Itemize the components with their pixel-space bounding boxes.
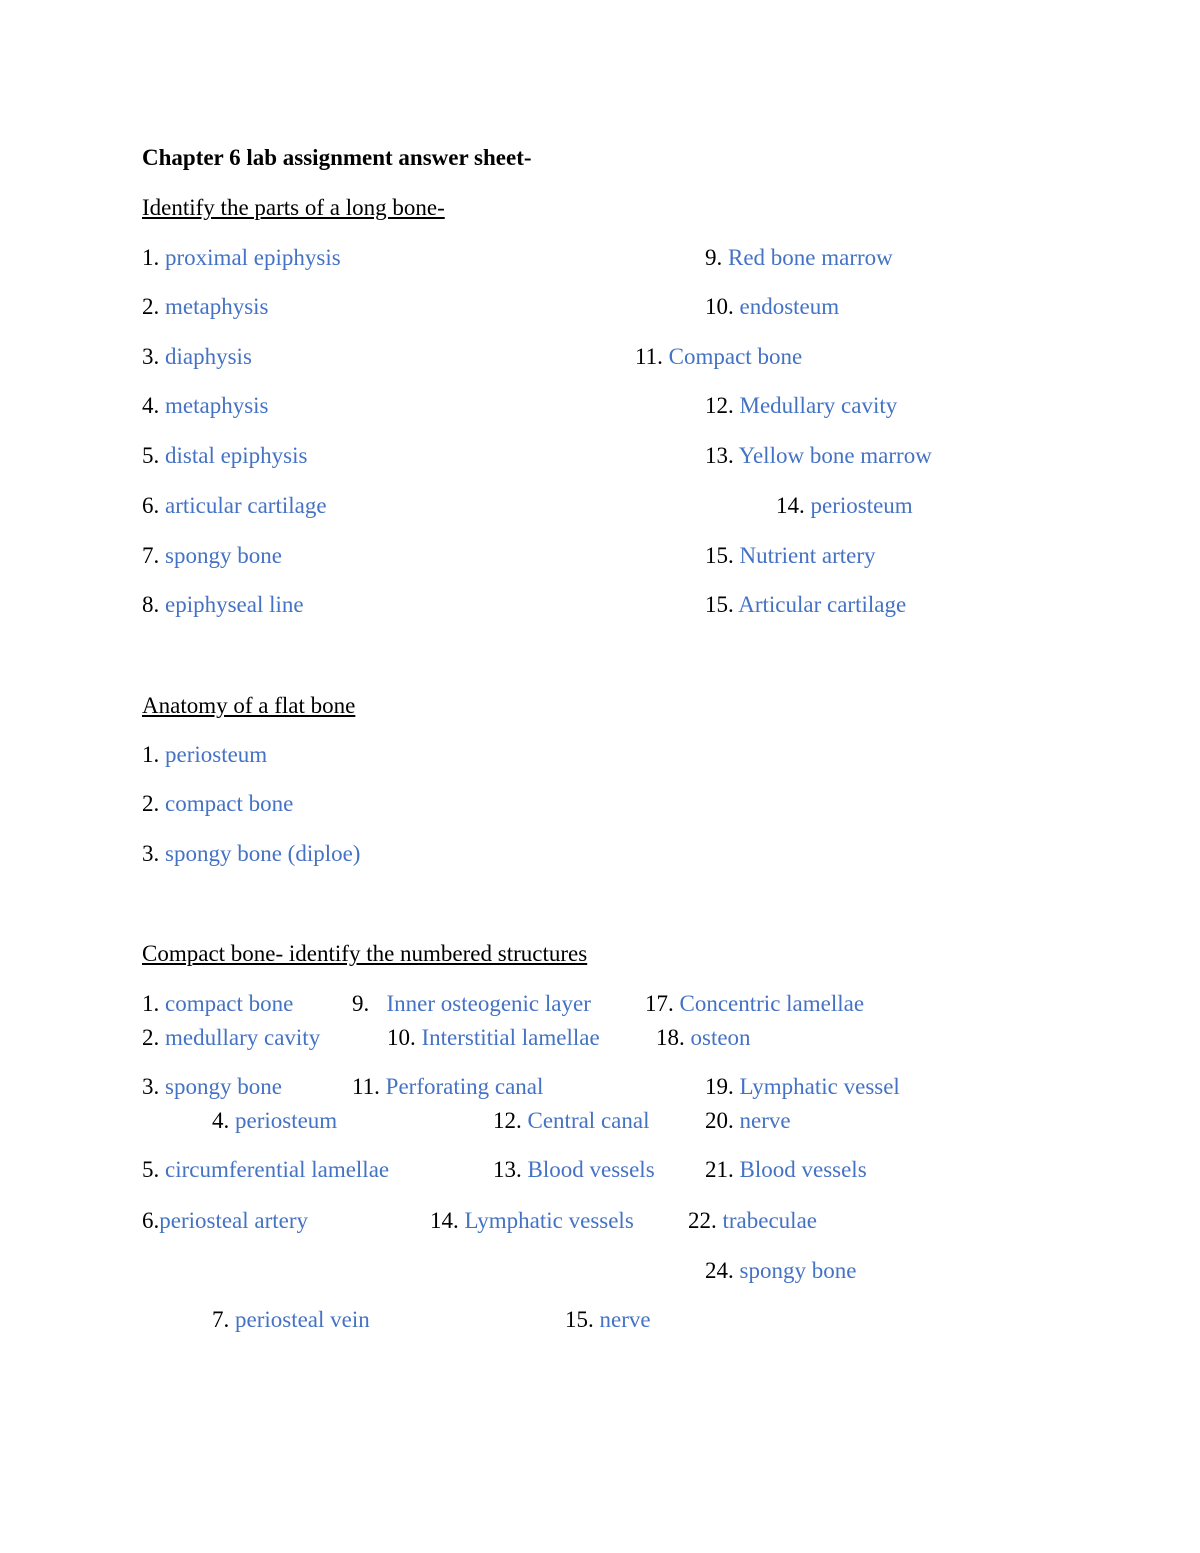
item-answer: articular cartilage bbox=[165, 493, 327, 518]
item-number: 21. bbox=[705, 1157, 734, 1182]
item-answer: compact bone bbox=[165, 791, 294, 816]
long-bone-item bbox=[635, 343, 802, 371]
compact-bone-item bbox=[212, 1306, 370, 1334]
item-number: 22. bbox=[688, 1208, 717, 1233]
long-bone-item bbox=[705, 542, 876, 570]
item-answer: Central canal bbox=[527, 1108, 650, 1133]
item-answer: metaphysis bbox=[165, 294, 269, 319]
item-answer: periosteal vein bbox=[235, 1307, 370, 1332]
item-answer: Red bone marrow bbox=[728, 245, 893, 270]
compact-bone-item bbox=[705, 1156, 867, 1184]
item-number: 12. bbox=[705, 393, 734, 418]
item-answer: Perforating canal bbox=[385, 1074, 544, 1099]
long-bone-item bbox=[142, 293, 269, 321]
item-answer: diaphysis bbox=[165, 344, 252, 369]
item-answer: nerve bbox=[739, 1108, 791, 1133]
item-answer: Medullary cavity bbox=[739, 393, 898, 418]
item-number: 12. bbox=[493, 1108, 522, 1133]
item-number: 6. bbox=[142, 1208, 160, 1233]
compact-bone-item bbox=[352, 1073, 543, 1101]
compact-bone-item bbox=[656, 1024, 751, 1052]
item-number: 3. bbox=[142, 1074, 160, 1099]
long-bone-item bbox=[705, 293, 839, 321]
item-answer: metaphysis bbox=[165, 393, 269, 418]
long-bone-item bbox=[705, 392, 897, 420]
item-number: 24. bbox=[705, 1258, 734, 1283]
item-number: 3. bbox=[142, 344, 160, 369]
item-answer: spongy bone bbox=[739, 1258, 857, 1283]
item-answer: Blood vessels bbox=[527, 1157, 655, 1182]
item-number: 9. bbox=[352, 991, 370, 1016]
compact-bone-item bbox=[430, 1207, 634, 1235]
item-answer: circumferential lamellae bbox=[165, 1157, 390, 1182]
item-number: 8. bbox=[142, 592, 160, 617]
item-number: 11. bbox=[352, 1074, 380, 1099]
item-answer: spongy bone (diploe) bbox=[165, 841, 361, 866]
long-bone-item bbox=[705, 244, 893, 272]
item-answer: spongy bone bbox=[165, 543, 282, 568]
item-answer: Lymphatic vessels bbox=[464, 1208, 634, 1233]
item-answer: distal epiphysis bbox=[165, 443, 308, 468]
item-number: 4. bbox=[142, 393, 160, 418]
long-bone-heading: Identify the parts of a long bone- bbox=[142, 195, 445, 220]
item-answer: Blood vessels bbox=[739, 1157, 867, 1182]
item-answer: Concentric lamellae bbox=[679, 991, 865, 1016]
long-bone-item bbox=[776, 492, 913, 520]
compact-bone-item bbox=[688, 1207, 817, 1235]
item-number: 15. bbox=[565, 1307, 594, 1332]
item-answer: spongy bone bbox=[165, 1074, 282, 1099]
flat-bone-item bbox=[142, 790, 293, 818]
item-number: 1. bbox=[142, 991, 160, 1016]
flat-bone-item bbox=[142, 840, 360, 868]
item-answer: periosteum bbox=[810, 493, 913, 518]
compact-bone-item bbox=[212, 1107, 337, 1135]
item-answer: Inner osteogenic layer bbox=[386, 991, 591, 1016]
item-number: 14. bbox=[776, 493, 805, 518]
flat-bone-heading: Anatomy of a flat bone bbox=[142, 693, 356, 718]
compact-bone-item bbox=[493, 1156, 655, 1184]
long-bone-item bbox=[705, 591, 906, 619]
item-answer: Lymphatic vessel bbox=[739, 1074, 900, 1099]
item-answer: Nutrient artery bbox=[739, 543, 876, 568]
item-number: 4. bbox=[212, 1108, 230, 1133]
long-bone-item bbox=[142, 591, 304, 619]
item-answer: epiphyseal line bbox=[165, 592, 304, 617]
compact-bone-item bbox=[705, 1257, 856, 1285]
page-title: Chapter 6 lab assignment answer sheet- bbox=[142, 145, 532, 170]
compact-bone-item bbox=[387, 1024, 600, 1052]
item-number: 7. bbox=[142, 543, 160, 568]
compact-bone-item bbox=[142, 1207, 308, 1235]
compact-bone-item bbox=[142, 990, 293, 1018]
compact-bone-item bbox=[142, 1024, 320, 1052]
item-number: 9. bbox=[705, 245, 723, 270]
item-number: 17. bbox=[645, 991, 674, 1016]
compact-bone-heading: Compact bone- identify the numbered structures bbox=[142, 941, 588, 966]
item-answer: compact bone bbox=[165, 991, 294, 1016]
item-number: 2. bbox=[142, 791, 160, 816]
compact-bone-item bbox=[645, 990, 864, 1018]
item-answer: Yellow bone marrow bbox=[738, 443, 932, 468]
item-answer: endosteum bbox=[739, 294, 840, 319]
item-number: 11. bbox=[635, 344, 663, 369]
compact-bone-item bbox=[565, 1306, 651, 1334]
item-number: 18. bbox=[656, 1025, 685, 1050]
item-number: 1. bbox=[142, 742, 160, 767]
long-bone-item bbox=[705, 442, 932, 470]
item-answer: Articular cartilage bbox=[738, 592, 907, 617]
item-number: 10. bbox=[705, 294, 734, 319]
compact-bone-item bbox=[142, 1156, 389, 1184]
item-number: 14. bbox=[430, 1208, 459, 1233]
item-answer: Compact bone bbox=[668, 344, 803, 369]
item-number: 2. bbox=[142, 294, 160, 319]
item-answer: trabeculae bbox=[722, 1208, 817, 1233]
long-bone-item bbox=[142, 244, 341, 272]
long-bone-item bbox=[142, 392, 269, 420]
item-number: 13. bbox=[705, 443, 734, 468]
item-number: 7. bbox=[212, 1307, 230, 1332]
item-number: 15. bbox=[705, 543, 734, 568]
compact-bone-item bbox=[142, 1073, 282, 1101]
flat-bone-item bbox=[142, 741, 267, 769]
item-answer: periosteum bbox=[165, 742, 268, 767]
item-number: 2. bbox=[142, 1025, 160, 1050]
item-number: 5. bbox=[142, 1157, 160, 1182]
item-number: 1. bbox=[142, 245, 160, 270]
item-number: 13. bbox=[493, 1157, 522, 1182]
long-bone-item bbox=[142, 542, 282, 570]
item-number: 15. bbox=[705, 592, 734, 617]
long-bone-item bbox=[142, 442, 307, 470]
long-bone-item bbox=[142, 343, 252, 371]
item-answer: periosteal artery bbox=[159, 1208, 309, 1233]
item-answer: Interstitial lamellae bbox=[421, 1025, 600, 1050]
compact-bone-item bbox=[705, 1107, 791, 1135]
compact-bone-item bbox=[705, 1073, 900, 1101]
item-answer: periosteum bbox=[235, 1108, 338, 1133]
item-number: 10. bbox=[387, 1025, 416, 1050]
item-answer: medullary cavity bbox=[165, 1025, 321, 1050]
item-answer: nerve bbox=[599, 1307, 651, 1332]
item-number: 6. bbox=[142, 493, 160, 518]
item-number: 3. bbox=[142, 841, 160, 866]
item-number: 5. bbox=[142, 443, 160, 468]
item-answer: osteon bbox=[690, 1025, 751, 1050]
item-number: 20. bbox=[705, 1108, 734, 1133]
long-bone-item bbox=[142, 492, 327, 520]
compact-bone-item bbox=[352, 990, 591, 1018]
item-answer: proximal epiphysis bbox=[165, 245, 341, 270]
item-number: 19. bbox=[705, 1074, 734, 1099]
compact-bone-item bbox=[493, 1107, 649, 1135]
